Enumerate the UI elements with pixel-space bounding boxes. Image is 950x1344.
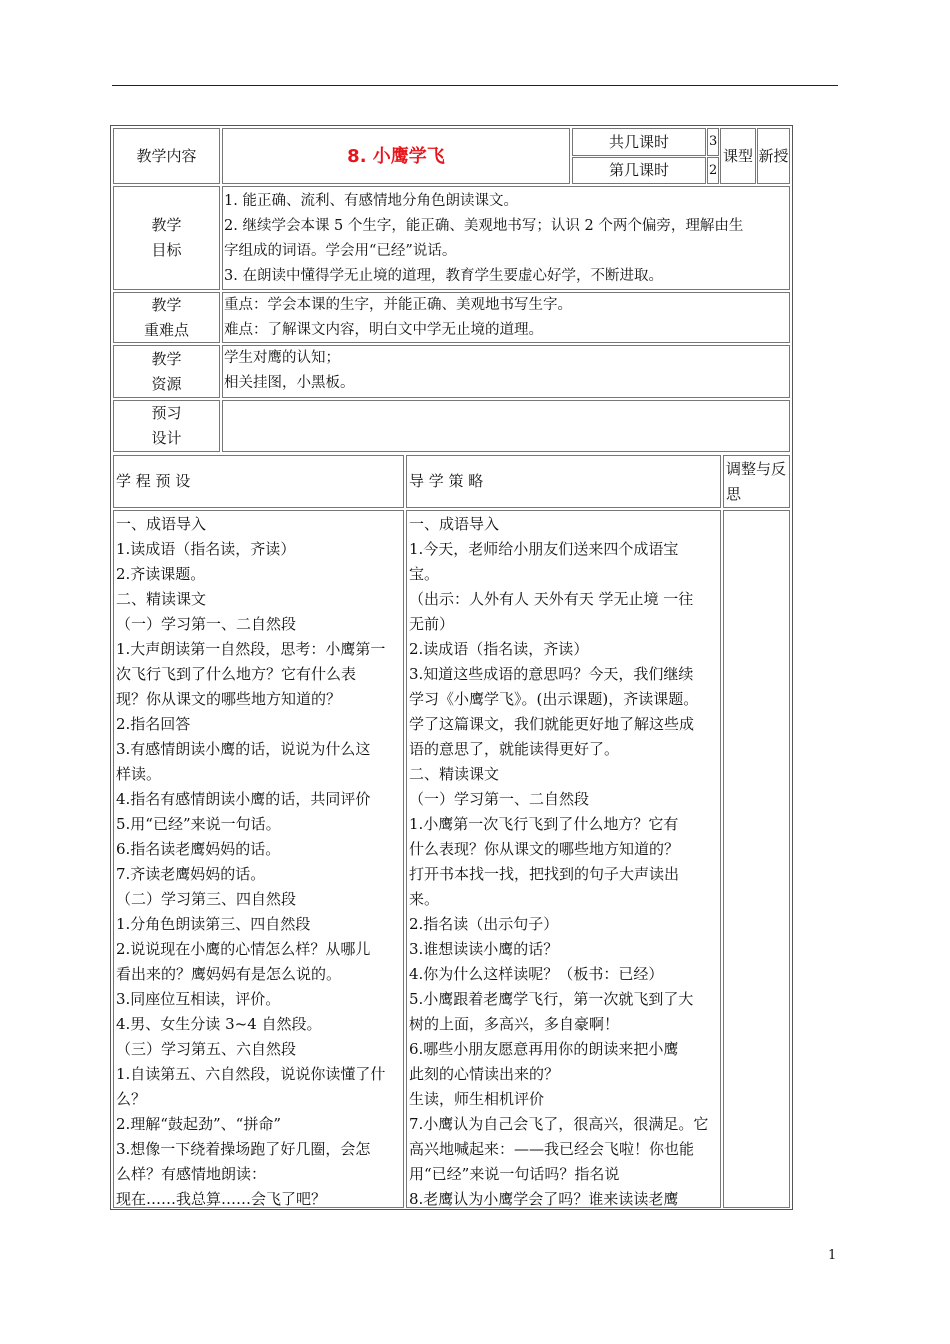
guidance-line: 1.今天，老师给小朋友们送来四个成语宝 — [409, 540, 679, 558]
guidance-line: （一）学习第一、二自然段 — [409, 790, 590, 808]
current-period-label: 第几课时 — [608, 161, 669, 179]
guidance-line: 2.指名读（出示句子） — [409, 915, 559, 933]
study-line: 1.自读第五、六自然段，说说你读懂了什 — [116, 1065, 386, 1083]
guidance-line: 1.小鹰第一次飞行飞到了什么地方？它有 — [409, 815, 679, 833]
adjust-reflect-heading-line2: 思 — [726, 485, 742, 503]
preview-label-cell — [113, 400, 220, 452]
resources-label-line1: 教学 — [151, 349, 182, 368]
study-line: 2.理解“鼓起劲”、“拼命” — [116, 1115, 281, 1133]
study-line: 5.用“已经”来说一句话。 — [116, 815, 281, 833]
guidance-line: 学了这篇课文，我们就能更好地了解这些成 — [409, 715, 695, 733]
study-process-column — [113, 510, 404, 1208]
study-line: （二）学习第三、四自然段 — [116, 890, 297, 908]
page-number: 1 — [828, 1248, 837, 1263]
adjust-reflect-column — [723, 510, 790, 1208]
study-line: 么？ — [116, 1090, 147, 1108]
study-line: 现在……我总算……会飞了吧？ — [116, 1190, 327, 1208]
guidance-column — [406, 510, 721, 1208]
guidance-line: 什么表现？你从课文的哪些地方知道的？ — [409, 840, 680, 858]
study-line: 次飞行飞到了什么地方？它有什么表 — [116, 665, 357, 683]
guidance-line: 用“已经”来说一句话吗？指名说 — [409, 1165, 620, 1183]
key-point-line: 重点：学会本课的生字，并能正确、美观地书写生字。 — [224, 297, 572, 313]
key-point-line: 难点：了解课文内容，明白文中学无止境的道理。 — [224, 322, 543, 338]
key-points-label-cell — [113, 292, 220, 343]
guidance-line: 8.老鹰认为小鹰学会了吗？谁来读读老鹰 — [409, 1190, 679, 1208]
lesson-title: 8. 小鹰学飞 — [347, 145, 445, 167]
current-period-label-cell — [572, 157, 706, 184]
adjust-reflect-heading-line1: 调整与反 — [726, 460, 787, 478]
preview-label-line2: 设计 — [151, 429, 182, 447]
key-points-label-line2: 重难点 — [143, 320, 189, 339]
resources-label-cell — [113, 345, 220, 398]
resource-line: 相关挂图，小黑板。 — [224, 375, 355, 391]
objective-line: 字组成的词语。学会用“已经”说话。 — [224, 243, 457, 259]
objectives-label-line1: 教学 — [151, 216, 182, 234]
lesson-title-cell — [222, 128, 570, 184]
type-value-cell — [757, 128, 790, 184]
objectives-content — [222, 186, 790, 290]
guidance-line: 树的上面，多高兴，多自豪啊！ — [409, 1015, 620, 1033]
current-period-value: 2 — [709, 163, 718, 178]
study-line: 看出来的？鹰妈妈有是怎么说的。 — [116, 965, 342, 983]
study-line: 3.同座位互相读，评价。 — [116, 990, 281, 1008]
study-line: 3.想像一下绕着操场跑了好几圈，会怎 — [116, 1140, 371, 1158]
study-line: 1.读成语（指名读，齐读） — [116, 540, 296, 558]
study-line: 4.指名有感情朗读小鹰的话，共同评价 — [116, 790, 371, 808]
study-line: 2.指名回答 — [116, 715, 191, 733]
header-rule — [112, 85, 838, 86]
guidance-line: 5.小鹰跟着老鹰学飞行，第一次就飞到了大 — [409, 990, 694, 1008]
guidance-line: 6.哪些小朋友愿意再用你的朗读来把小鹰 — [409, 1040, 679, 1058]
study-line: 3.有感情朗读小鹰的话，说说为什么这 — [116, 740, 371, 758]
study-line: 1.分角色朗读第三、四自然段 — [116, 915, 311, 933]
study-line: （三）学习第五、六自然段 — [116, 1040, 297, 1058]
current-period-value-cell — [707, 157, 719, 184]
guidance-line: 生读，师生相机评价 — [409, 1090, 545, 1108]
study-line: 4.男、女生分读 3~4 自然段。 — [116, 1015, 322, 1033]
preview-label-line1: 预习 — [151, 404, 182, 422]
guidance-heading: 导 学 策 略 — [409, 472, 484, 490]
key-points-content — [222, 292, 790, 343]
guidance-header — [406, 455, 721, 508]
guidance-line: 高兴地喊起来：——我已经会飞啦！你也能 — [409, 1140, 695, 1158]
guidance-line: 3.谁想读读小鹰的话？ — [409, 940, 559, 958]
preview-content — [222, 400, 790, 452]
adjust-reflect-header — [723, 455, 790, 508]
total-periods-label: 共几课时 — [608, 132, 669, 151]
content-label: 教学内容 — [136, 146, 197, 165]
guidance-line: 二、精读课文 — [409, 765, 500, 783]
guidance-line: 7.小鹰认为自己会飞了，很高兴，很满足。它 — [409, 1115, 709, 1133]
study-process-heading: 学 程 预 设 — [116, 472, 191, 490]
guidance-line: 学习《小鹰学飞》。(出示课题)，齐读课题。 — [409, 690, 699, 708]
study-line: 2.说说现在小鹰的心情怎么样？从哪儿 — [116, 940, 371, 958]
study-line: 现？你从课文的哪些地方知道的？ — [116, 690, 342, 708]
study-line: 6.指名读老鹰妈妈的话。 — [116, 840, 281, 858]
objective-line: 1. 能正确、流利、有感情地分角色朗读课文。 — [224, 193, 518, 209]
study-line: 一、成语导入 — [116, 515, 207, 533]
guidance-line: 宝。 — [409, 565, 440, 583]
study-line: 7.齐读老鹰妈妈的话。 — [116, 865, 266, 883]
study-line: （一）学习第一、二自然段 — [116, 615, 297, 633]
type-label: 课型 — [722, 146, 753, 165]
study-line: 1.大声朗读第一自然段，思考：小鹰第一 — [116, 640, 386, 658]
guidance-line: 3.知道这些成语的意思吗？今天，我们继续 — [409, 665, 694, 683]
guidance-line: 2.读成语（指名读，齐读） — [409, 640, 589, 658]
guidance-line: 语的意思了，就能读得更好了。 — [409, 740, 620, 758]
study-line: 2.齐读课题。 — [116, 565, 206, 583]
study-process-header — [113, 455, 404, 508]
resource-line: 学生对鹰的认知； — [224, 350, 340, 366]
guidance-line: 一、成语导入 — [409, 515, 500, 533]
study-line: 么样？有感情地朗读： — [116, 1165, 267, 1183]
content-label-cell — [113, 128, 220, 184]
key-points-label-line1: 教学 — [151, 295, 182, 314]
guidance-line: 此刻的心情读出来的？ — [409, 1065, 560, 1083]
total-periods-value-cell — [707, 128, 719, 156]
guidance-line: （出示：人外有人 天外有天 学无止境 一往 — [409, 590, 694, 608]
study-line: 二、精读课文 — [116, 590, 207, 608]
resources-content — [222, 345, 790, 398]
guidance-line: 打开书本找一找，把找到的句子大声读出 — [409, 865, 680, 883]
study-line: 样读。 — [116, 765, 162, 783]
objective-line: 3. 在朗读中懂得学无止境的道理，教育学生要虚心好学，不断进取。 — [224, 268, 663, 284]
type-value: 新授 — [758, 146, 789, 165]
objective-line: 2. 继续学会本课 5 个生字，能正确、美观地书写；认识 2 个两个偏旁，理解由生 — [224, 218, 744, 234]
guidance-line: 4.你为什么这样读呢？（板书：已经） — [409, 965, 664, 983]
guidance-line: 无前） — [409, 615, 455, 633]
objectives-label-line2: 目标 — [151, 241, 182, 259]
total-periods-value: 3 — [709, 134, 718, 149]
resources-label-line2: 资源 — [151, 374, 182, 393]
guidance-line: 来。 — [409, 890, 440, 908]
total-periods-label-cell — [572, 128, 706, 156]
type-label-cell — [720, 128, 756, 184]
objectives-label-cell — [113, 186, 220, 290]
